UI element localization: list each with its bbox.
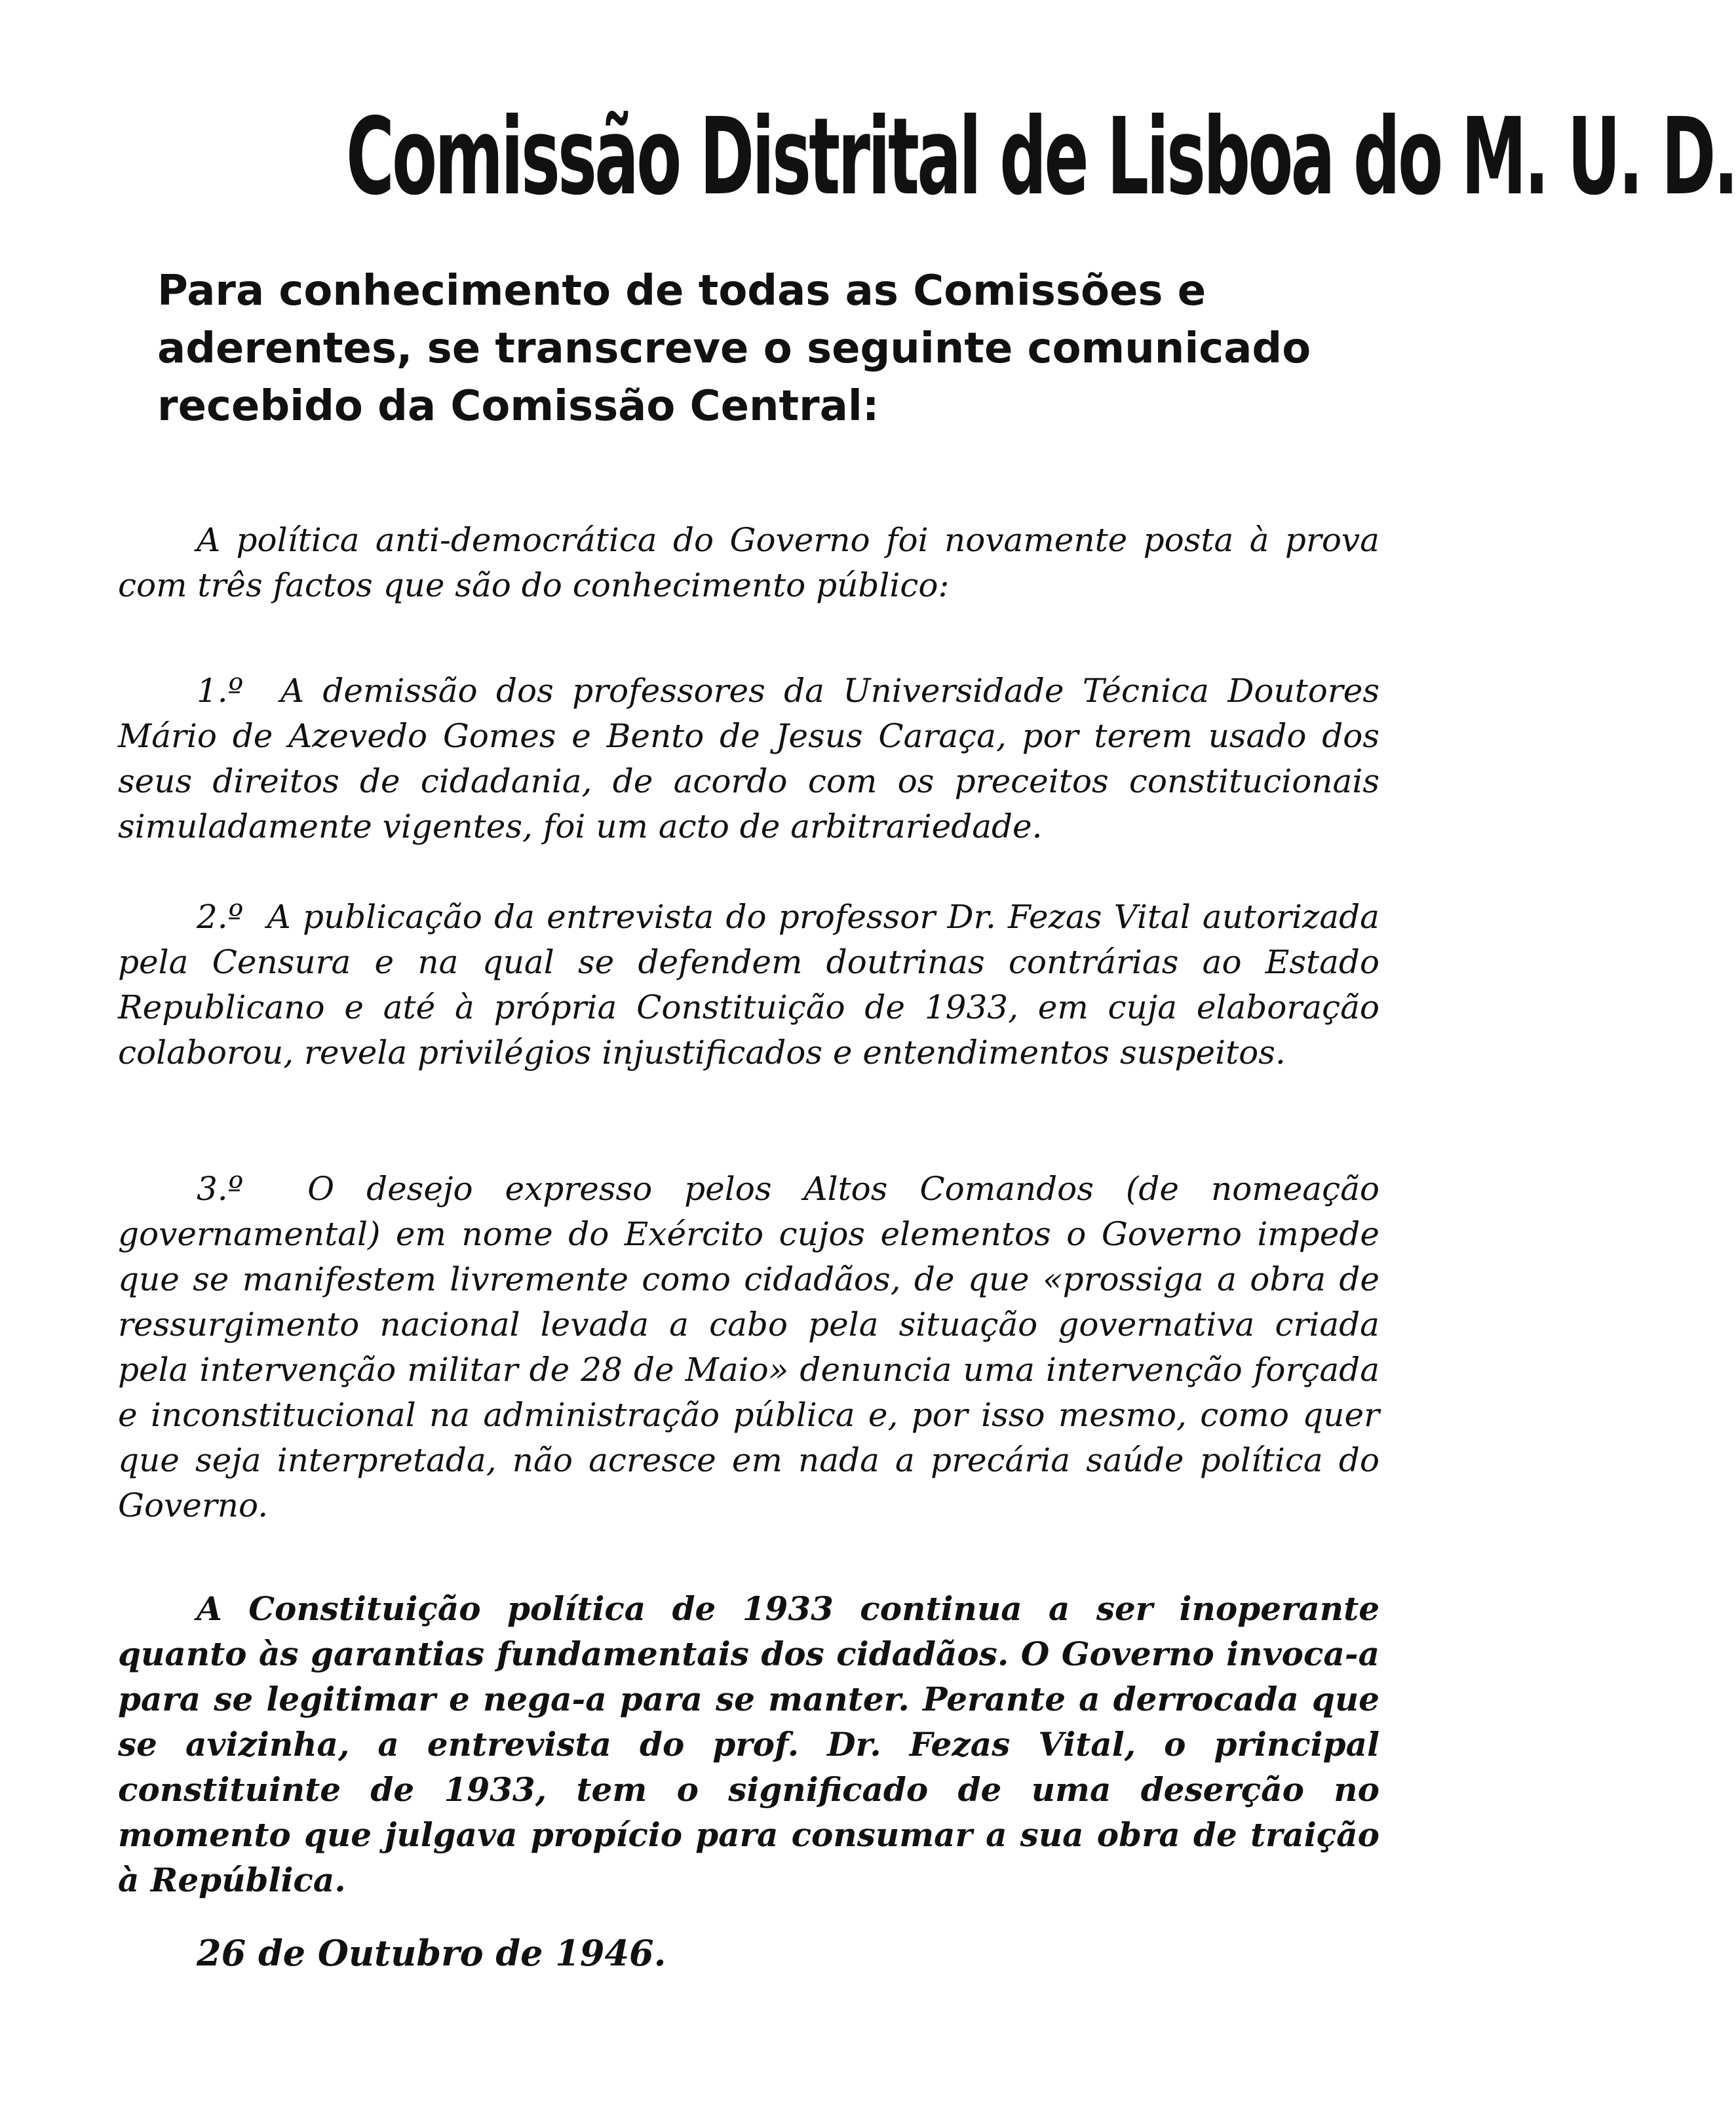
point-3-number: 3.º	[197, 1170, 244, 1208]
point-1-text: A demissão dos professores da Universidade Técnica Doutores Mário de Azevedo Gomes e Bento de Jesus Caraça, por terem usado dos seus direitos de cidadania, de acordo com os preceitos constitucionais simuladamente vigentes, foi um acto de arbitrariedade.	[118, 672, 1379, 845]
document-title: Comissão Distrital de Lisboa do M. U. D.	[346, 96, 1736, 219]
point-3-paragraph	[118, 1167, 1379, 1528]
intro-paragraph: A política anti-democrática do Governo foi novamente posta à prova com três factos que são do conhecimento público:	[118, 521, 1379, 604]
point-2-number: 2.º	[197, 898, 244, 936]
document-date: 26 de Outubro de 1946.	[197, 1932, 666, 1974]
conclusion-paragraph: A Constituição política de 1933 continua a ser inoperante quanto às garantias fundamentais dos cidadãos. O Governo invoca-a para se legitimar e nega-a para se manter. Perante a derrocada que se avizinha, a entrevista do prof. Dr. Fezas Vital, o principal constituinte de 1933, tem o significado de uma deserção no momento que julgava propício para consumar a sua obra de traição à República.	[118, 1589, 1379, 1899]
point-2-paragraph	[118, 895, 1379, 1075]
document-subtitle: Para conhecimento de todas as Comissões e aderentes, se transcreve o seguinte comunicado recebido da Comissão Central:	[157, 267, 1311, 431]
point-1-number: 1.º	[197, 672, 244, 710]
point-2-text: A publicação da entrevista do professor Dr. Fezas Vital autorizada pela Censura e na qual se defendem doutrinas contrárias ao Estado Republicano e até à própria Constituição de 1933, em cuja elaboração colaborou, revela privilégios injustificados e entendimentos suspeitos.	[118, 898, 1379, 1072]
point-3-text: O desejo expresso pelos Altos Comandos (de nomeação governamental) em nome do Exército cujos elementos o Governo impede que se manifestem livremente como cidadãos, de que «prossiga a obra de ressurgimento nacional levada a cabo pela situação governativa criada pela intervenção militar de 28 de Maio» denuncia uma intervenção forçada e inconstitucional na administração pública e, por isso mesmo, como quer que seja interpretada, não acresce em nada a precária saúde política do Governo.	[118, 1170, 1379, 1524]
point-1-paragraph	[118, 668, 1379, 849]
